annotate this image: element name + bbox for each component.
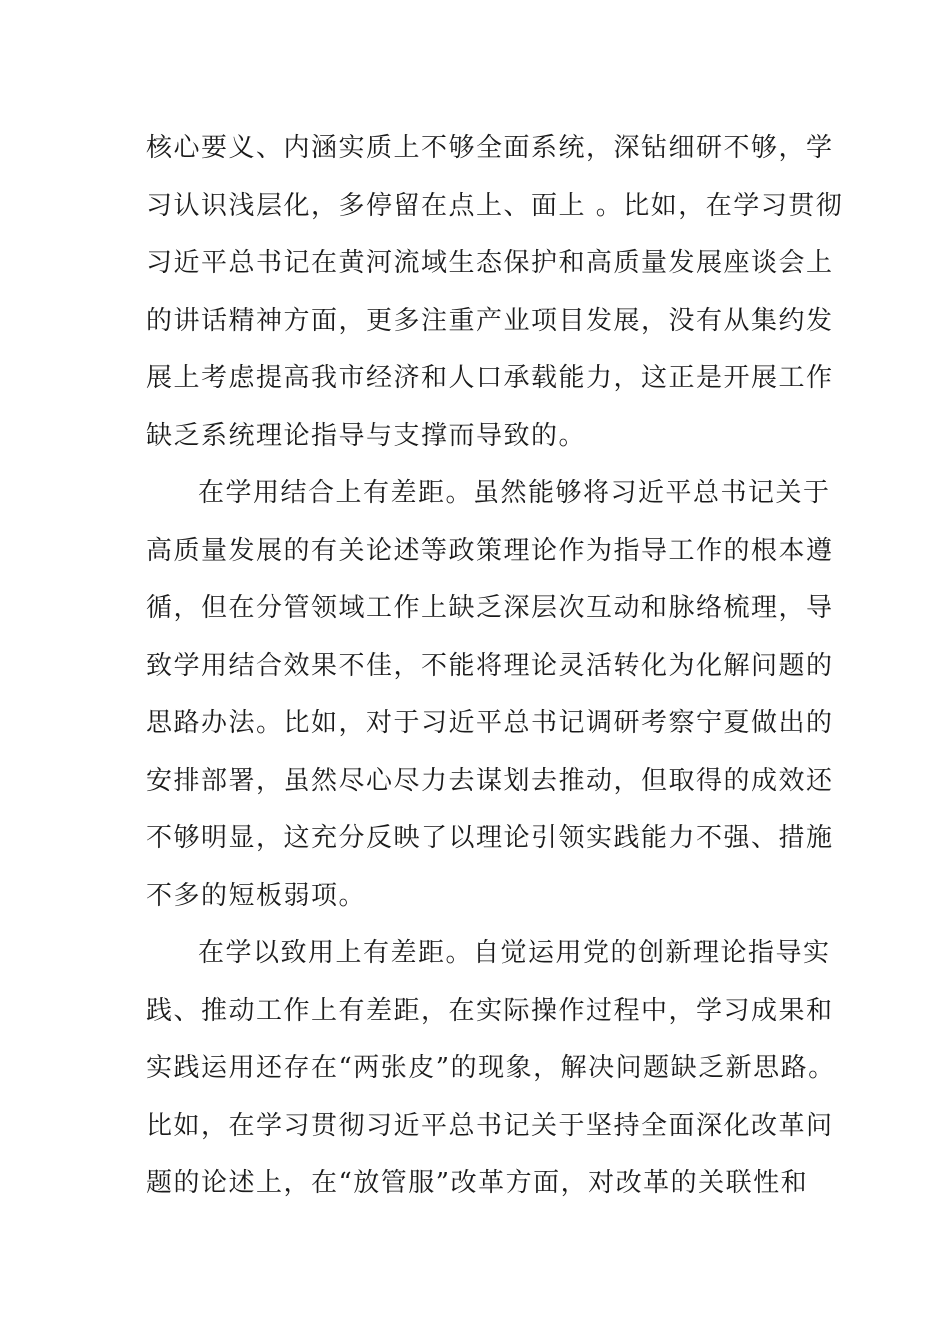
text-line: 展上考虑提高我市经济和人口承载能力，这正是开展工作: [146, 363, 834, 393]
text-line: 实践运用还存在“两张皮”的现象，解决问题缺乏新思路。: [146, 1053, 836, 1083]
text-line: 安排部署，虽然尽心尽力去谋划去推动，但取得的成效还: [146, 765, 834, 796]
text-line: 践、推动工作上有差距，在实际操作过程中，学习成果和: [146, 995, 834, 1026]
text-line: 不多的短板弱项。: [146, 880, 367, 911]
text-line: 高质量发展的有关论述等政策理论作为指导工作的根本遵: [146, 535, 834, 566]
text-line: 思路办法。比如，对于习近平总书记调研考察宁夏做出的: [146, 708, 834, 738]
text-line: 习近平总书记在黄河流域生态保护和高质量发展座谈会上: [146, 248, 834, 278]
text-line: 比如，在学习贯彻习近平总书记关于坚持全面深化改革问: [146, 1110, 834, 1141]
text-line: 在学用结合上有差距。虽然能够将习近平总书记关于: [198, 478, 831, 508]
text-line: 不够明显，这充分反映了以理论引领实践能力不强、措施: [146, 823, 834, 853]
text-line: 题的论述上，在“放管服”改革方面，对改革的关联性和: [146, 1168, 809, 1198]
text-line: 循，但在分管领域工作上缺乏深层次互动和脉络梳理，导: [146, 593, 834, 623]
text-line: 致学用结合效果不佳，不能将理论灵活转化为化解问题的: [146, 650, 834, 681]
paragraph-2: [146, 465, 834, 925]
text-line: 在学以致用上有差距。自觉运用党的创新理论指导实: [198, 938, 831, 968]
paragraph-1: [146, 120, 844, 465]
text-line: 习认识浅层化，多停留在点上、面上 。比如，在学习贯彻: [146, 190, 844, 221]
document-body: [146, 120, 844, 1213]
paragraph-3: [146, 925, 836, 1213]
text-line: 缺乏系统理论指导与支撑而导致的。: [146, 420, 587, 451]
text-line: 的讲话精神方面，更多注重产业项目发展，没有从集约发: [146, 305, 834, 336]
text-line: 核心要义、内涵实质上不够全面系统，深钻细研不够，学: [146, 133, 834, 163]
